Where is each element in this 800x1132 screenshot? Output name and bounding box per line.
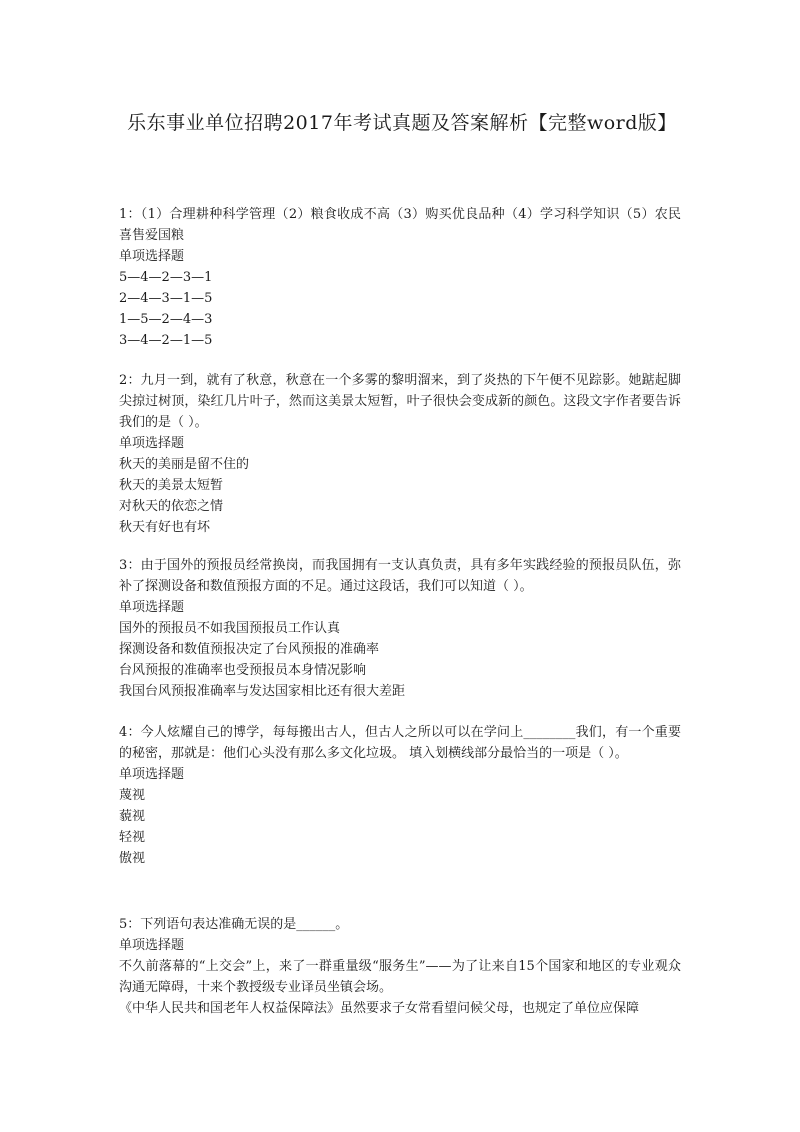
question-2 xyxy=(119,370,681,538)
option-a: 秋天的美丽是留不住的 xyxy=(119,457,250,472)
option-d: 傲视 xyxy=(119,851,146,866)
option-c: 台风预报的准确率也受预报员本身情况影响 xyxy=(119,663,367,678)
option-a: 5—4—2—3—1 xyxy=(119,270,213,285)
option-a: 不久前落幕的“上交会”上，来了一群重量级“服务生”——为了让来自15个国家和地区的专业观众沟通无障碍，十来个教授级专业译员坐镇会场。 xyxy=(119,959,681,995)
question-5 xyxy=(119,914,681,1019)
question-4 xyxy=(119,722,681,869)
option-b: 2—4—3—1—5 xyxy=(119,291,213,306)
question-stem: 1：（1）合理耕种科学管理（2）粮食收成不高（3）购买优良品种（4）学习科学知识（5）农民喜售爱国粮 xyxy=(119,207,681,243)
option-b: 秋天的美景太短暂 xyxy=(119,478,224,493)
question-type: 单项选择题 xyxy=(119,249,185,264)
option-d: 我国台风预报准确率与发达国家相比还有很大差距 xyxy=(119,684,406,699)
option-c: 1—5—2—4—3 xyxy=(119,312,213,327)
question-1 xyxy=(119,204,681,351)
question-type: 单项选择题 xyxy=(119,938,185,953)
question-stem: 5：下列语句表达准确无误的是______。 xyxy=(119,917,349,932)
question-type: 单项选择题 xyxy=(119,767,185,782)
option-d: 3—4—2—1—5 xyxy=(119,333,213,348)
question-type: 单项选择题 xyxy=(119,600,185,615)
question-3 xyxy=(119,555,681,702)
question-stem: 3：由于国外的预报员经常换岗，而我国拥有一支认真负责，具有多年实践经验的预报员队伍，弥补了探测设备和数值预报方面的不足。通过这段话，我们可以知道（ ）。 xyxy=(119,558,681,594)
option-a: 蔑视 xyxy=(119,788,146,803)
document-title: 乐东事业单位招聘2017年考试真题及答案解析【完整word版】 xyxy=(127,112,677,134)
question-stem: 4：今人炫耀自己的博学，每每搬出古人，但古人之所以可以在学问上________我们，有一个重要的秘密，那就是：他们心头没有那么多文化垃圾。 填入划横线部分最恰当的一项是（ ）。 xyxy=(119,725,681,761)
option-b: 藐视 xyxy=(119,809,146,824)
option-c: 对秋天的依恋之情 xyxy=(119,499,224,514)
option-b: 探测设备和数值预报决定了台风预报的准确率 xyxy=(119,642,380,657)
option-c: 轻视 xyxy=(119,830,146,845)
question-type: 单项选择题 xyxy=(119,436,185,451)
option-b: 《中华人民共和国老年人权益保障法》虽然要求子女常看望问候父母，也规定了单位应保障 xyxy=(119,1001,640,1016)
question-stem: 2：九月一到，就有了秋意，秋意在一个多雾的黎明溜来，到了炎热的下午便不见踪影。她踮起脚尖掠过树顶，染红几片叶子，然而这美景太短暂，叶子很快会变成新的颜色。这段文字作者要告诉我们的是（ ）。 xyxy=(119,373,681,430)
option-a: 国外的预报员不如我国预报员工作认真 xyxy=(119,621,341,636)
option-d: 秋天有好也有坏 xyxy=(119,520,211,535)
